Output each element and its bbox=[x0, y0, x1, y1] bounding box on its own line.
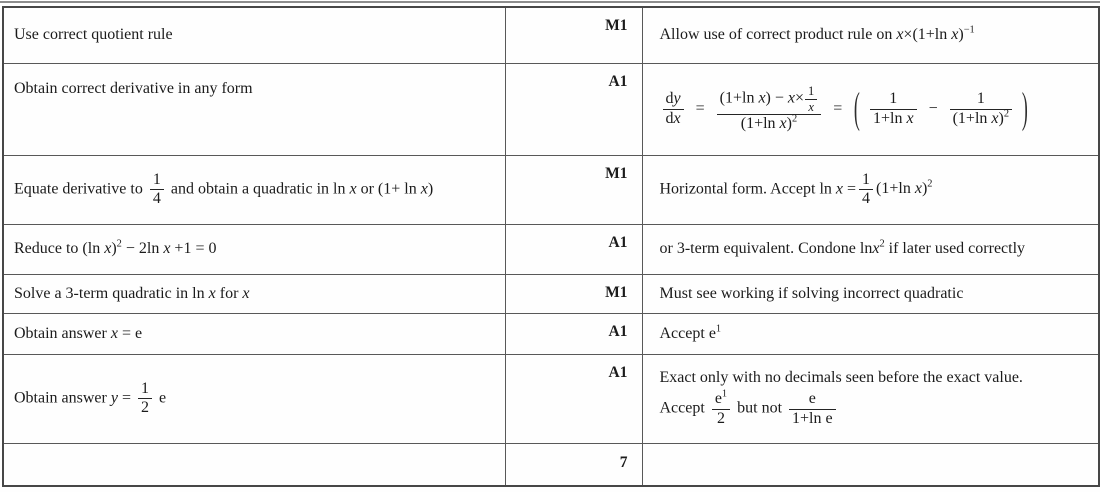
mark-cell bbox=[505, 313, 642, 354]
criterion-cell bbox=[3, 313, 505, 354]
nested-fraction bbox=[805, 84, 817, 114]
criterion-cell bbox=[3, 63, 505, 155]
mark-cell bbox=[505, 443, 642, 486]
mark-code: M1 bbox=[605, 164, 628, 182]
math-expression: ln x = bbox=[819, 180, 857, 198]
frac-numerator: 1 bbox=[976, 90, 985, 108]
mark-code: A1 bbox=[608, 233, 628, 251]
frac-denominator: 2 bbox=[138, 398, 152, 417]
mark-code: A1 bbox=[608, 363, 628, 381]
criterion-text: Use correct quotient rule bbox=[14, 26, 173, 44]
comment-text: Must see working if solving incorrect quadratic bbox=[659, 284, 964, 302]
fraction bbox=[950, 90, 1012, 128]
fraction bbox=[870, 90, 917, 128]
table-row bbox=[3, 313, 1099, 354]
frac-numerator: 1 bbox=[141, 379, 149, 397]
big-close-paren: ) bbox=[1021, 83, 1028, 132]
criterion-cell bbox=[3, 443, 505, 486]
comment-text: Horizontal form. Accept bbox=[659, 180, 820, 198]
criterion-text: Equate derivative to bbox=[14, 180, 143, 198]
mark-cell bbox=[505, 7, 642, 63]
comment-text: or 3-term equivalent. Condone bbox=[659, 240, 860, 257]
math-expression: e bbox=[159, 389, 167, 407]
mark-code: M1 bbox=[605, 283, 628, 301]
criterion-text: and obtain a quadratic in bbox=[170, 180, 334, 198]
criterion-text: Obtain answer bbox=[14, 389, 111, 407]
fraction bbox=[712, 390, 730, 428]
comment-cell bbox=[642, 224, 1099, 274]
comment-cell bbox=[642, 313, 1099, 354]
mark-cell bbox=[505, 354, 642, 443]
table-row bbox=[3, 63, 1099, 155]
comment-cell bbox=[642, 354, 1099, 443]
equals-sign: = bbox=[695, 100, 705, 117]
criterion-text: for bbox=[215, 284, 243, 302]
criterion-text: Reduce to bbox=[14, 240, 83, 257]
criterion-cell bbox=[3, 155, 505, 224]
comment-cell bbox=[642, 274, 1099, 313]
criterion-cell bbox=[3, 354, 505, 443]
fraction bbox=[859, 171, 873, 209]
comment-text: if later used correctly bbox=[884, 240, 1026, 257]
math-expression: ln x bbox=[192, 284, 216, 302]
frac-numerator: 1 bbox=[808, 84, 815, 99]
criterion-cell bbox=[3, 7, 505, 63]
comment-text: Allow use of correct product rule on bbox=[659, 26, 897, 44]
mark-cell bbox=[505, 274, 642, 313]
comment-text: Accept bbox=[659, 399, 705, 417]
comment-text: but not bbox=[737, 399, 783, 417]
mark-cell bbox=[505, 224, 642, 274]
total-row bbox=[3, 443, 1099, 486]
fraction bbox=[789, 390, 836, 428]
math-expression: (1+ln x)$^2$ bbox=[876, 178, 933, 198]
frac-denominator: 2 bbox=[712, 409, 730, 428]
frac-numerator: 1 bbox=[889, 90, 898, 108]
table-row bbox=[3, 274, 1099, 313]
frac-denominator: x bbox=[805, 99, 817, 114]
table-row bbox=[3, 224, 1099, 274]
comment-text: Accept bbox=[659, 324, 709, 342]
total-marks: 7 bbox=[619, 454, 628, 472]
frac-denominator: (1+ln x)$^2$ bbox=[717, 114, 822, 133]
criterion-text: Solve a 3-term quadratic in bbox=[14, 284, 193, 302]
comment-line bbox=[660, 390, 1091, 428]
mark-code: A1 bbox=[608, 72, 628, 90]
quotient-fraction bbox=[717, 84, 822, 133]
frac-numerator bbox=[717, 84, 822, 114]
criterion-cell bbox=[3, 224, 505, 274]
frac-denominator: dx bbox=[663, 109, 684, 128]
comment-text: Exact only with no decimals seen before the exact value. bbox=[659, 369, 1023, 387]
fraction bbox=[150, 171, 164, 209]
frac-numerator: dy bbox=[665, 90, 681, 108]
math-expression: y = bbox=[110, 389, 131, 407]
mark-cell bbox=[505, 63, 642, 155]
math-expression: $e^1$ bbox=[708, 323, 722, 342]
math-expression: x×(1+ln x)$^{-1}$ bbox=[896, 24, 975, 44]
math-expression: (ln x)$^2$ − 2ln x +1 = 0 bbox=[82, 238, 217, 257]
fraction bbox=[138, 380, 152, 418]
frac-denominator: 1+ln x bbox=[870, 109, 917, 128]
frac-numerator: 1 bbox=[862, 170, 871, 188]
big-open-paren: ( bbox=[854, 83, 861, 132]
frac-numerator: e bbox=[808, 390, 816, 408]
criterion-text: Obtain answer bbox=[14, 324, 111, 342]
table-row bbox=[3, 354, 1099, 443]
comment-cell bbox=[642, 443, 1099, 486]
mark-scheme-table bbox=[2, 6, 1100, 487]
criterion-text: Obtain correct derivative in any form bbox=[14, 79, 253, 97]
math-expression: lnx$^2$ bbox=[859, 238, 885, 257]
frac-numerator: $e^1$ bbox=[714, 388, 728, 408]
math-expression: x bbox=[242, 284, 250, 302]
minus-sign: − bbox=[928, 100, 938, 117]
math-expression: (1+ln x) − x× bbox=[719, 89, 805, 107]
page-top-rule bbox=[0, 1, 1100, 3]
math-expression: x = e bbox=[110, 324, 143, 342]
mark-code: M1 bbox=[605, 17, 628, 34]
comment-cell bbox=[642, 155, 1099, 224]
mark-cell bbox=[505, 155, 642, 224]
comment-cell bbox=[642, 7, 1099, 63]
math-expression: (1+ ln x) bbox=[377, 180, 434, 198]
frac-denominator: 4 bbox=[859, 189, 873, 208]
criterion-text: or bbox=[356, 180, 378, 198]
frac-denominator: 1+ln e bbox=[789, 409, 836, 428]
mark-code: A1 bbox=[608, 322, 628, 340]
frac-numerator: 1 bbox=[152, 170, 161, 188]
table-row bbox=[3, 7, 1099, 63]
derivative-formula bbox=[660, 83, 1031, 133]
frac-denominator: (1+ln x)$^2$ bbox=[950, 109, 1012, 128]
frac-denominator: 4 bbox=[150, 189, 164, 208]
equals-sign: = bbox=[833, 100, 843, 117]
criterion-cell bbox=[3, 274, 505, 313]
table-row bbox=[3, 155, 1099, 224]
dy-dx-fraction bbox=[663, 90, 684, 128]
comment-cell bbox=[642, 63, 1099, 155]
math-expression: ln x bbox=[333, 180, 357, 198]
